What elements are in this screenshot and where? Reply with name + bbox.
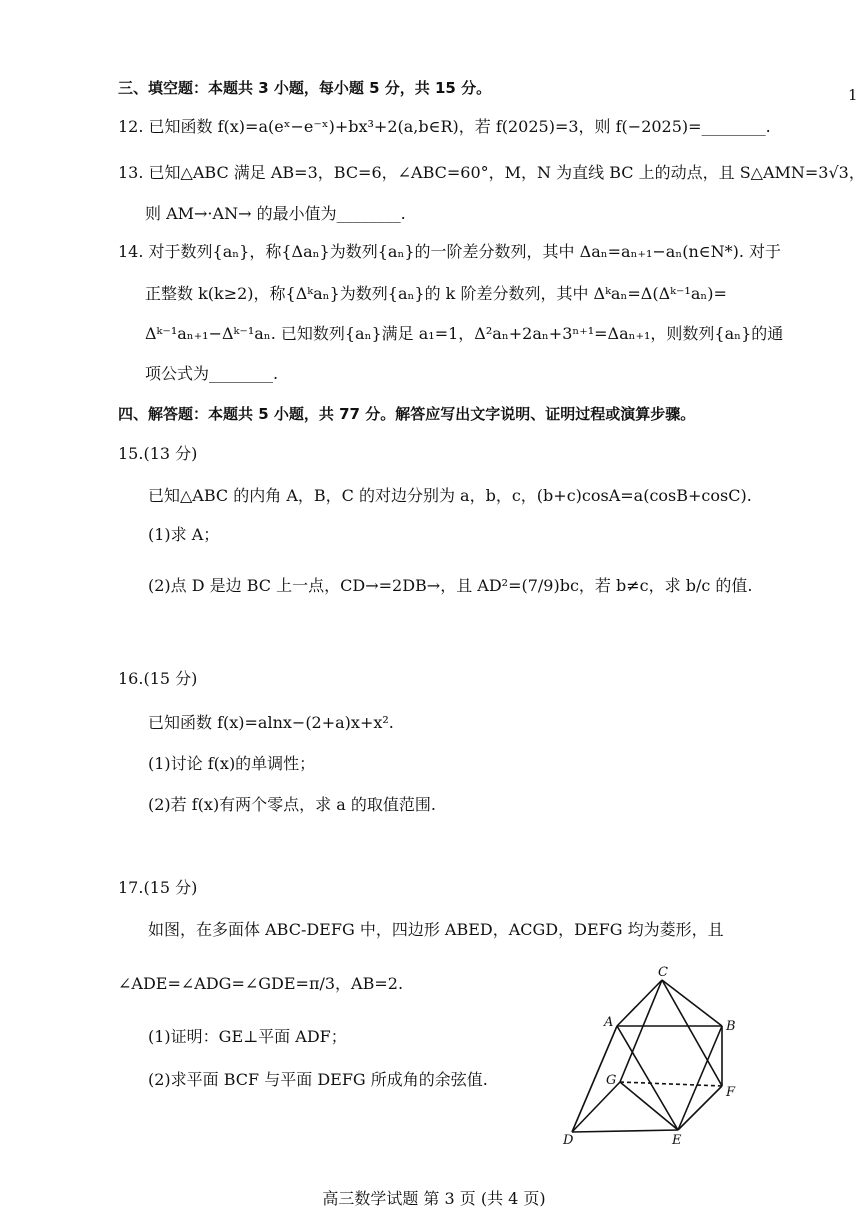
edge-CA <box>617 980 662 1026</box>
vertex-label-A: A <box>604 1015 614 1030</box>
question-15-stem: 已知△ABC 的内角 A，B，C 的对边分别为 a，b，c，(b+c)cosA=a(cosB+cosC). <box>148 486 752 505</box>
edge-mark: 1 <box>848 86 858 104</box>
page-footer: 高三数学试题 第 3 页 (共 4 页) <box>322 1189 546 1208</box>
question-14-line-3: Δᵏ⁻¹aₙ₊₁−Δᵏ⁻¹aₙ. 已知数列{aₙ}满足 a₁=1，Δ²aₙ+2aₙ+3ⁿ⁺¹=Δaₙ₊₁，则数列{aₙ}的通 <box>145 324 784 343</box>
vertex-label-G: G <box>606 1073 617 1088</box>
section4-heading: 四、解答题：本题共 5 小题，共 77 分。解答应写出文字说明、证明过程或演算步骤。 <box>118 405 696 423</box>
question-17-part-1: (1)证明：GE⊥平面 ADF； <box>148 1027 347 1046</box>
question-17-stem-2: ∠ADE=∠ADG=∠GDE=π/3，AB=2. <box>118 974 404 993</box>
question-17-title: 17.(15 分) <box>118 878 198 897</box>
vertex-label-E: E <box>672 1133 682 1148</box>
question-16-part-2: (2)若 f(x)有两个零点，求 a 的取值范围. <box>148 795 436 814</box>
section3-heading: 三、填空题：本题共 3 小题，每小题 5 分，共 15 分。 <box>118 79 492 97</box>
edge-GF-hidden <box>620 1082 722 1086</box>
edge-CB <box>662 980 722 1026</box>
vertex-label-B: B <box>726 1019 736 1034</box>
polyhedron-figure <box>560 962 750 1152</box>
edge-GD <box>572 1082 620 1132</box>
question-16-part-1: (1)讨论 f(x)的单调性； <box>148 754 316 773</box>
question-12: 12. 已知函数 f(x)=a(eˣ−e⁻ˣ)+bx³+2(a,b∈R)，若 f(2025)=3，则 f(−2025)=________. <box>118 117 771 136</box>
question-13-line-1: 13. 已知△ABC 满足 AB=3，BC=6，∠ABC=60°，M，N 为直线 BC 上的动点，且 S△AMN=3√3， <box>118 163 865 182</box>
edge-CF <box>662 980 722 1086</box>
question-17-stem-1: 如图，在多面体 ABC-DEFG 中，四边形 ABED，ACGD，DEFG 均为菱形，且 <box>148 920 724 939</box>
edge-GE <box>620 1082 678 1130</box>
question-13-line-2: 则 AM→·AN→ 的最小值为________. <box>145 204 406 223</box>
edge-AE <box>617 1026 678 1130</box>
figure-edges <box>572 980 722 1132</box>
edge-EF <box>678 1086 722 1130</box>
question-14-line-2: 正整数 k(k≥2)，称{Δᵏaₙ}为数列{aₙ}的 k 阶差分数列，其中 Δᵏaₙ=Δ(Δᵏ⁻¹aₙ)= <box>145 284 727 303</box>
question-16-title: 16.(15 分) <box>118 669 198 688</box>
edge-BE <box>678 1026 722 1130</box>
vertex-label-F: F <box>726 1085 736 1100</box>
question-17-part-2: (2)求平面 BCF 与平面 DEFG 所成角的余弦值. <box>148 1070 488 1089</box>
question-14-line-1: 14. 对于数列{aₙ}，称{Δaₙ}为数列{aₙ}的一阶差分数列，其中 Δaₙ=aₙ₊₁−aₙ(n∈N*). 对于 <box>118 242 782 261</box>
question-15-part-2: (2)点 D 是边 BC 上一点，CD→=2DB→，且 AD²=(7/9)bc，若 b≠c，求 b/c 的值. <box>148 576 753 595</box>
edge-DE <box>572 1130 678 1132</box>
question-15-part-1: (1)求 A； <box>148 525 220 544</box>
question-14-line-4: 项公式为________. <box>145 364 279 383</box>
question-16-stem: 已知函数 f(x)=alnx−(2+a)x+x². <box>148 713 394 732</box>
vertex-label-C: C <box>658 965 668 980</box>
question-15-title: 15.(13 分) <box>118 444 198 463</box>
vertex-label-D: D <box>563 1133 574 1148</box>
